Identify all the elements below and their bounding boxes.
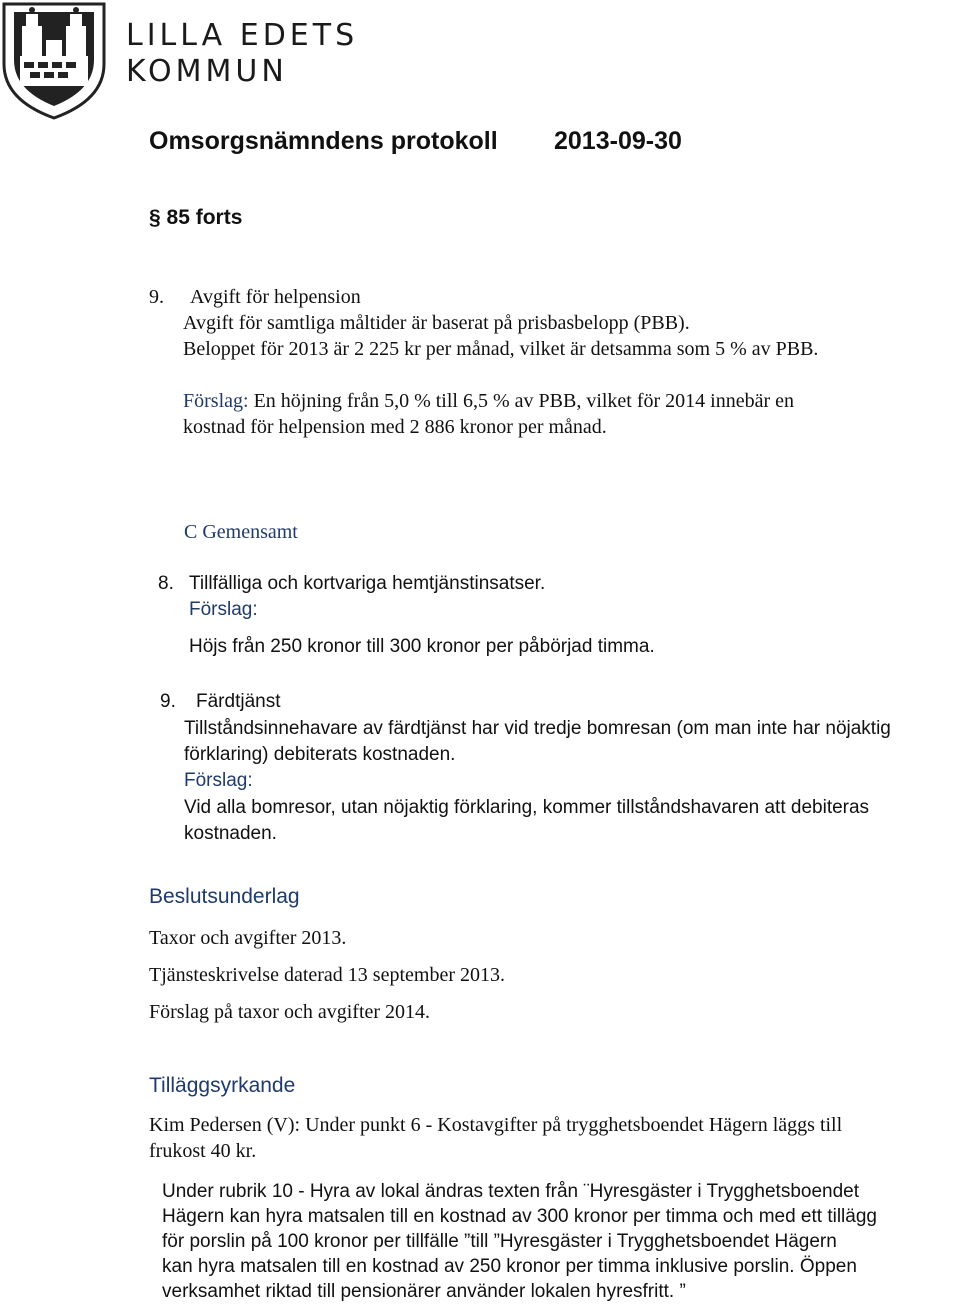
item8-number: 8.	[158, 573, 174, 594]
section-heading	[149, 206, 242, 230]
fardtjanst-forslag-label: Förslag:	[184, 770, 253, 791]
fardtjanst-proposal-2: kostnaden.	[184, 823, 277, 844]
item8-title: Tillfälliga och kortvariga hemtjänstinsatser.	[189, 573, 546, 594]
protocol-date: 2013-09-30	[554, 127, 682, 155]
beslutsunderlag-item: Tjänsteskrivelse daterad 13 september 2013.	[149, 964, 505, 986]
tillaggsyrkande-para2-line: Under rubrik 10 - Hyra av lokal ändras texten från ¨Hyresgäster i Trygghetsboendet	[162, 1181, 859, 1202]
item9-title: Avgift för helpension	[190, 286, 361, 308]
tillaggsyrkande-para1-line-1: Kim Pedersen (V): Under punkt 6 - Kostavgifter på trygghetsboendet Hägern läggs till	[149, 1114, 843, 1136]
item9-number: 9.	[149, 286, 164, 308]
item9-proposal-text: En höjning från 5,0 % till 6,5 % av PBB, vilket för 2014 innebär en	[253, 390, 795, 412]
fardtjanst-title: Färdtjänst	[196, 691, 281, 712]
tillaggsyrkande-para2-line: kan hyra matsalen till en kostnad av 250 kronor per timma inklusive porslin. Öppen	[162, 1256, 857, 1277]
group-c-heading: C Gemensamt	[184, 521, 298, 543]
logo-line-2: KOMMUN	[126, 54, 288, 89]
tillaggsyrkande-para1-line-2: frukost 40 kr.	[149, 1140, 257, 1162]
beslutsunderlag-item: Förslag på taxor och avgifter 2014.	[149, 1001, 431, 1023]
fardtjanst-line-1: Tillståndsinnehavare av färdtjänst har vid tredje bomresan (om man inte har nöjaktig	[184, 718, 891, 739]
item9-proposal	[183, 388, 794, 414]
item9-line-1: Avgift för samtliga måltider är baserat på prisbasbelopp (PBB).	[183, 312, 690, 334]
item9-line-2: Beloppet för 2013 är 2 225 kr per månad, vilket är detsamma som 5 % av PBB.	[183, 338, 819, 360]
fardtjanst-proposal-1: Vid alla bomresor, utan nöjaktig förklaring, kommer tillståndshavaren att debiteras	[184, 797, 870, 818]
beslutsunderlag-item: Taxor och avgifter 2013.	[149, 927, 347, 949]
item8-forslag-label: Förslag:	[189, 599, 258, 620]
tillaggsyrkande-heading: Tilläggsyrkande	[149, 1074, 296, 1097]
tillaggsyrkande-para2-line: verksamhet riktad till pensionärer använder lokalen hyresfritt. ”	[162, 1281, 686, 1302]
forslag-label: Förslag:	[183, 390, 249, 412]
fardtjanst-number: 9.	[160, 691, 176, 712]
page-title: Omsorgsnämndens protokoll	[149, 127, 498, 155]
item9-proposal-line-2: kostnad för helpension med 2 886 kronor per månad.	[183, 416, 607, 438]
tillaggsyrkande-para2-line: för porslin på 100 kronor per tillfälle ”till ”Hyresgäster i Trygghetsboendet Hägern	[162, 1231, 837, 1252]
section-label: 85 forts	[166, 206, 243, 229]
coat-of-arms-logo	[0, 0, 110, 122]
section-symbol: §	[149, 206, 161, 229]
tillaggsyrkande-para2-line: Hägern kan hyra matsalen till en kostnad av 300 kronor per timma och med ett tillägg	[162, 1206, 877, 1227]
item8-proposal: Höjs från 250 kronor till 300 kronor per påbörjad timma.	[189, 636, 655, 657]
logo-line-1: LILLA EDETS	[126, 18, 359, 53]
beslutsunderlag-heading: Beslutsunderlag	[149, 885, 300, 908]
fardtjanst-line-2: förklaring) debiterats kostnaden.	[184, 744, 456, 765]
